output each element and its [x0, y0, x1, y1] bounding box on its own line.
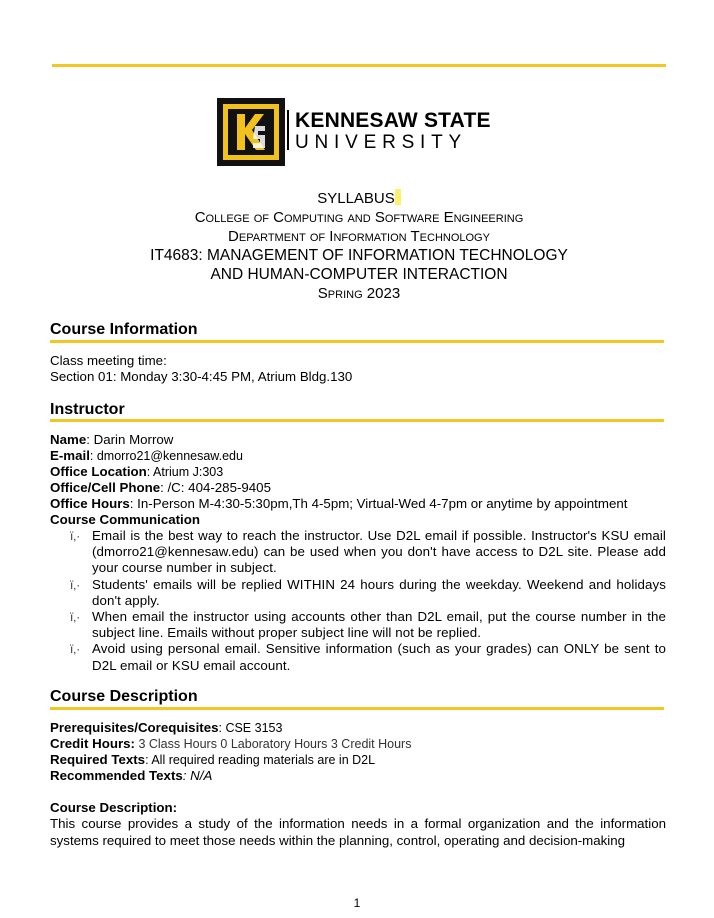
course-title-line2: AND HUMAN-COMPUTER INTERACTION — [210, 266, 508, 283]
course-title-line1: IT4683: MANAGEMENT OF INFORMATION TECHNOLOGY — [150, 247, 568, 264]
syllabus-title-block — [52, 189, 666, 303]
instructor-name: Name: Darin Morrow — [50, 432, 174, 447]
logo-divider — [287, 110, 289, 150]
credit-hours: Credit Hours: 3 Class Hours 0 Laboratory Hours 3 Credit Hours — [50, 736, 412, 751]
course-description-divider — [50, 707, 664, 710]
department-name: Department of Information Technology — [228, 228, 490, 245]
list-item: ï‚· When email the instructor using accounts other than D2L email, put the course number in the subject line. Emails without proper subject line will not be replied. — [70, 609, 666, 641]
course-description-heading: Course Description — [50, 688, 198, 705]
instructor-email: E-mail: dmorro21@kennesaw.edu — [50, 448, 243, 463]
instructor-heading: Instructor — [50, 401, 125, 418]
recommended-texts: Recommended Texts: N/A — [50, 768, 213, 783]
page-number: 1 — [353, 896, 361, 910]
list-item: ï‚· Email is the best way to reach the instructor. Use D2L email if possible. Instructor's KSU email (dmorro21@kennesaw.edu) can be used when you don't have access to D2L site. Please add your course number in subject. — [70, 528, 666, 576]
ksu-logo — [215, 96, 505, 168]
text-highlight — [395, 189, 401, 205]
list-item: ï‚· Avoid using personal email. Sensitive information (such as your grades) can ONLY be sent to D2L email or KSU email account. — [70, 641, 666, 673]
communication-bullets — [50, 528, 666, 674]
bullet-glyph: ï‚· — [70, 577, 81, 592]
description-label: Course Description: — [50, 800, 178, 815]
required-texts: Required Texts: All required reading materials are in D2L — [50, 752, 376, 767]
section-info: Section 01: Monday 3:30-4:45 PM, Atrium Bldg.130 — [50, 369, 353, 384]
office-location: Office Location: Atrium J:303 — [50, 464, 224, 479]
logo-wordmark-top: KENNESAW STATE — [295, 109, 491, 132]
logo-wordmark-bottom: UNIVERSITY — [295, 132, 468, 153]
bullet-glyph: ï‚· — [70, 642, 81, 657]
course-info-heading: Course Information — [50, 321, 198, 338]
list-item: ï‚· Students' emails will be replied WITHIN 24 hours during the weekday. Weekend and holidays don't apply. — [70, 576, 666, 608]
top-divider — [52, 64, 666, 67]
description-text: This course provides a study of the information needs in a formal organization and the information systems required to meet those needs within the planning, control, operating and decision-making — [50, 816, 666, 848]
instructor-divider — [50, 419, 664, 422]
office-phone: Office/Cell Phone: /C: 404-285-9405 — [50, 480, 271, 495]
bullet-glyph: ï‚· — [70, 610, 81, 625]
course-info-divider — [50, 340, 664, 343]
office-hours: Office Hours: In-Person M-4:30-5:30pm,Th 4-5pm; Virtual-Wed 4-7pm or anytime by appointment — [50, 496, 628, 511]
term: Spring 2023 — [317, 285, 401, 302]
bullet-glyph: ï‚· — [70, 529, 81, 543]
meeting-time-label: Class meeting time: — [50, 353, 167, 368]
ksu-monogram-icon — [215, 96, 287, 168]
prerequisites: Prerequisites/Corequisites: CSE 3153 — [50, 720, 283, 735]
syllabus-title: SYLLABUS — [52, 189, 666, 208]
college-name: College of Computing and Software Engineering — [194, 209, 524, 226]
course-communication-label: Course Communication — [50, 512, 200, 527]
